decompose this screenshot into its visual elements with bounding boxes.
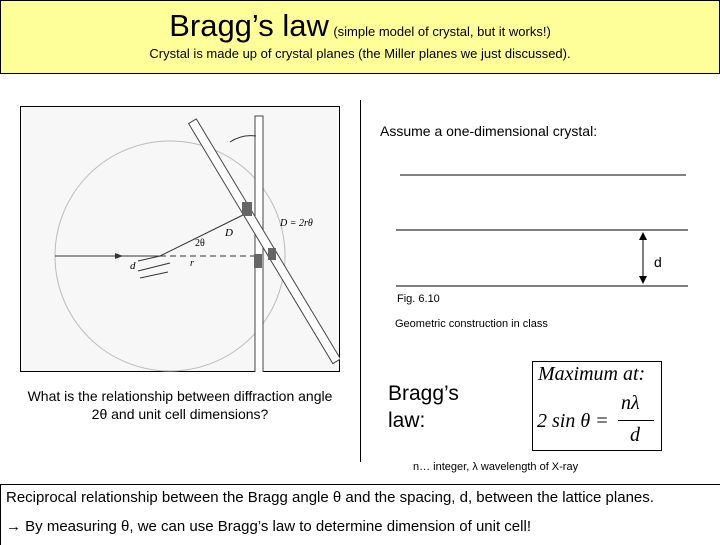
bragg-formula-box	[532, 361, 662, 451]
page-title	[0, 8, 720, 44]
label-r: r	[190, 258, 194, 269]
formula-denominator: d	[630, 424, 640, 446]
label-D-eq: D = 2rθ	[280, 218, 313, 229]
assume-text: Assume a one-dimensional crystal:	[380, 123, 598, 139]
label-d: d	[130, 260, 136, 272]
bragg-label-line2: law:	[388, 409, 426, 432]
formula-numerator: nλ	[621, 392, 640, 414]
formula-lhs: 2 sin θ =	[537, 410, 609, 432]
geometric-note: Geometric construction in class	[395, 318, 548, 330]
bragg-law-label	[388, 380, 459, 434]
title-note: (simple model of crystal, but it works!)	[333, 24, 551, 39]
label-2theta: 2θ	[195, 238, 205, 249]
vertical-divider	[360, 100, 361, 462]
conclusion-line-2: → By measuring θ, we can use Bragg’s law to determine dimension of unit cell!	[6, 518, 531, 535]
conclusion-line-1: Reciprocal relationship between the Bragg angle θ and the spacing, d, between the lattice planes.	[6, 489, 654, 506]
subtitle: Crystal is made up of crystal planes (the Miller planes we just discussed).	[149, 46, 571, 61]
spacing-label-d: d	[654, 254, 662, 270]
variable-note: n… integer, λ wavelength of X-ray	[413, 461, 579, 473]
figure-caption: Fig. 6.10	[397, 293, 440, 305]
title-text: Bragg’s law	[169, 8, 329, 43]
bragg-label-line1: Bragg’s	[388, 382, 459, 405]
label-D: D	[225, 227, 233, 239]
diffraction-camera-figure	[20, 106, 340, 372]
question-text: What is the relationship between diffraction angle 2θ and unit cell dimensions?	[27, 388, 333, 422]
crystal-planes-diagram	[390, 160, 700, 295]
fraction-bar	[618, 420, 654, 421]
formula-heading: Maximum at:	[538, 363, 646, 385]
